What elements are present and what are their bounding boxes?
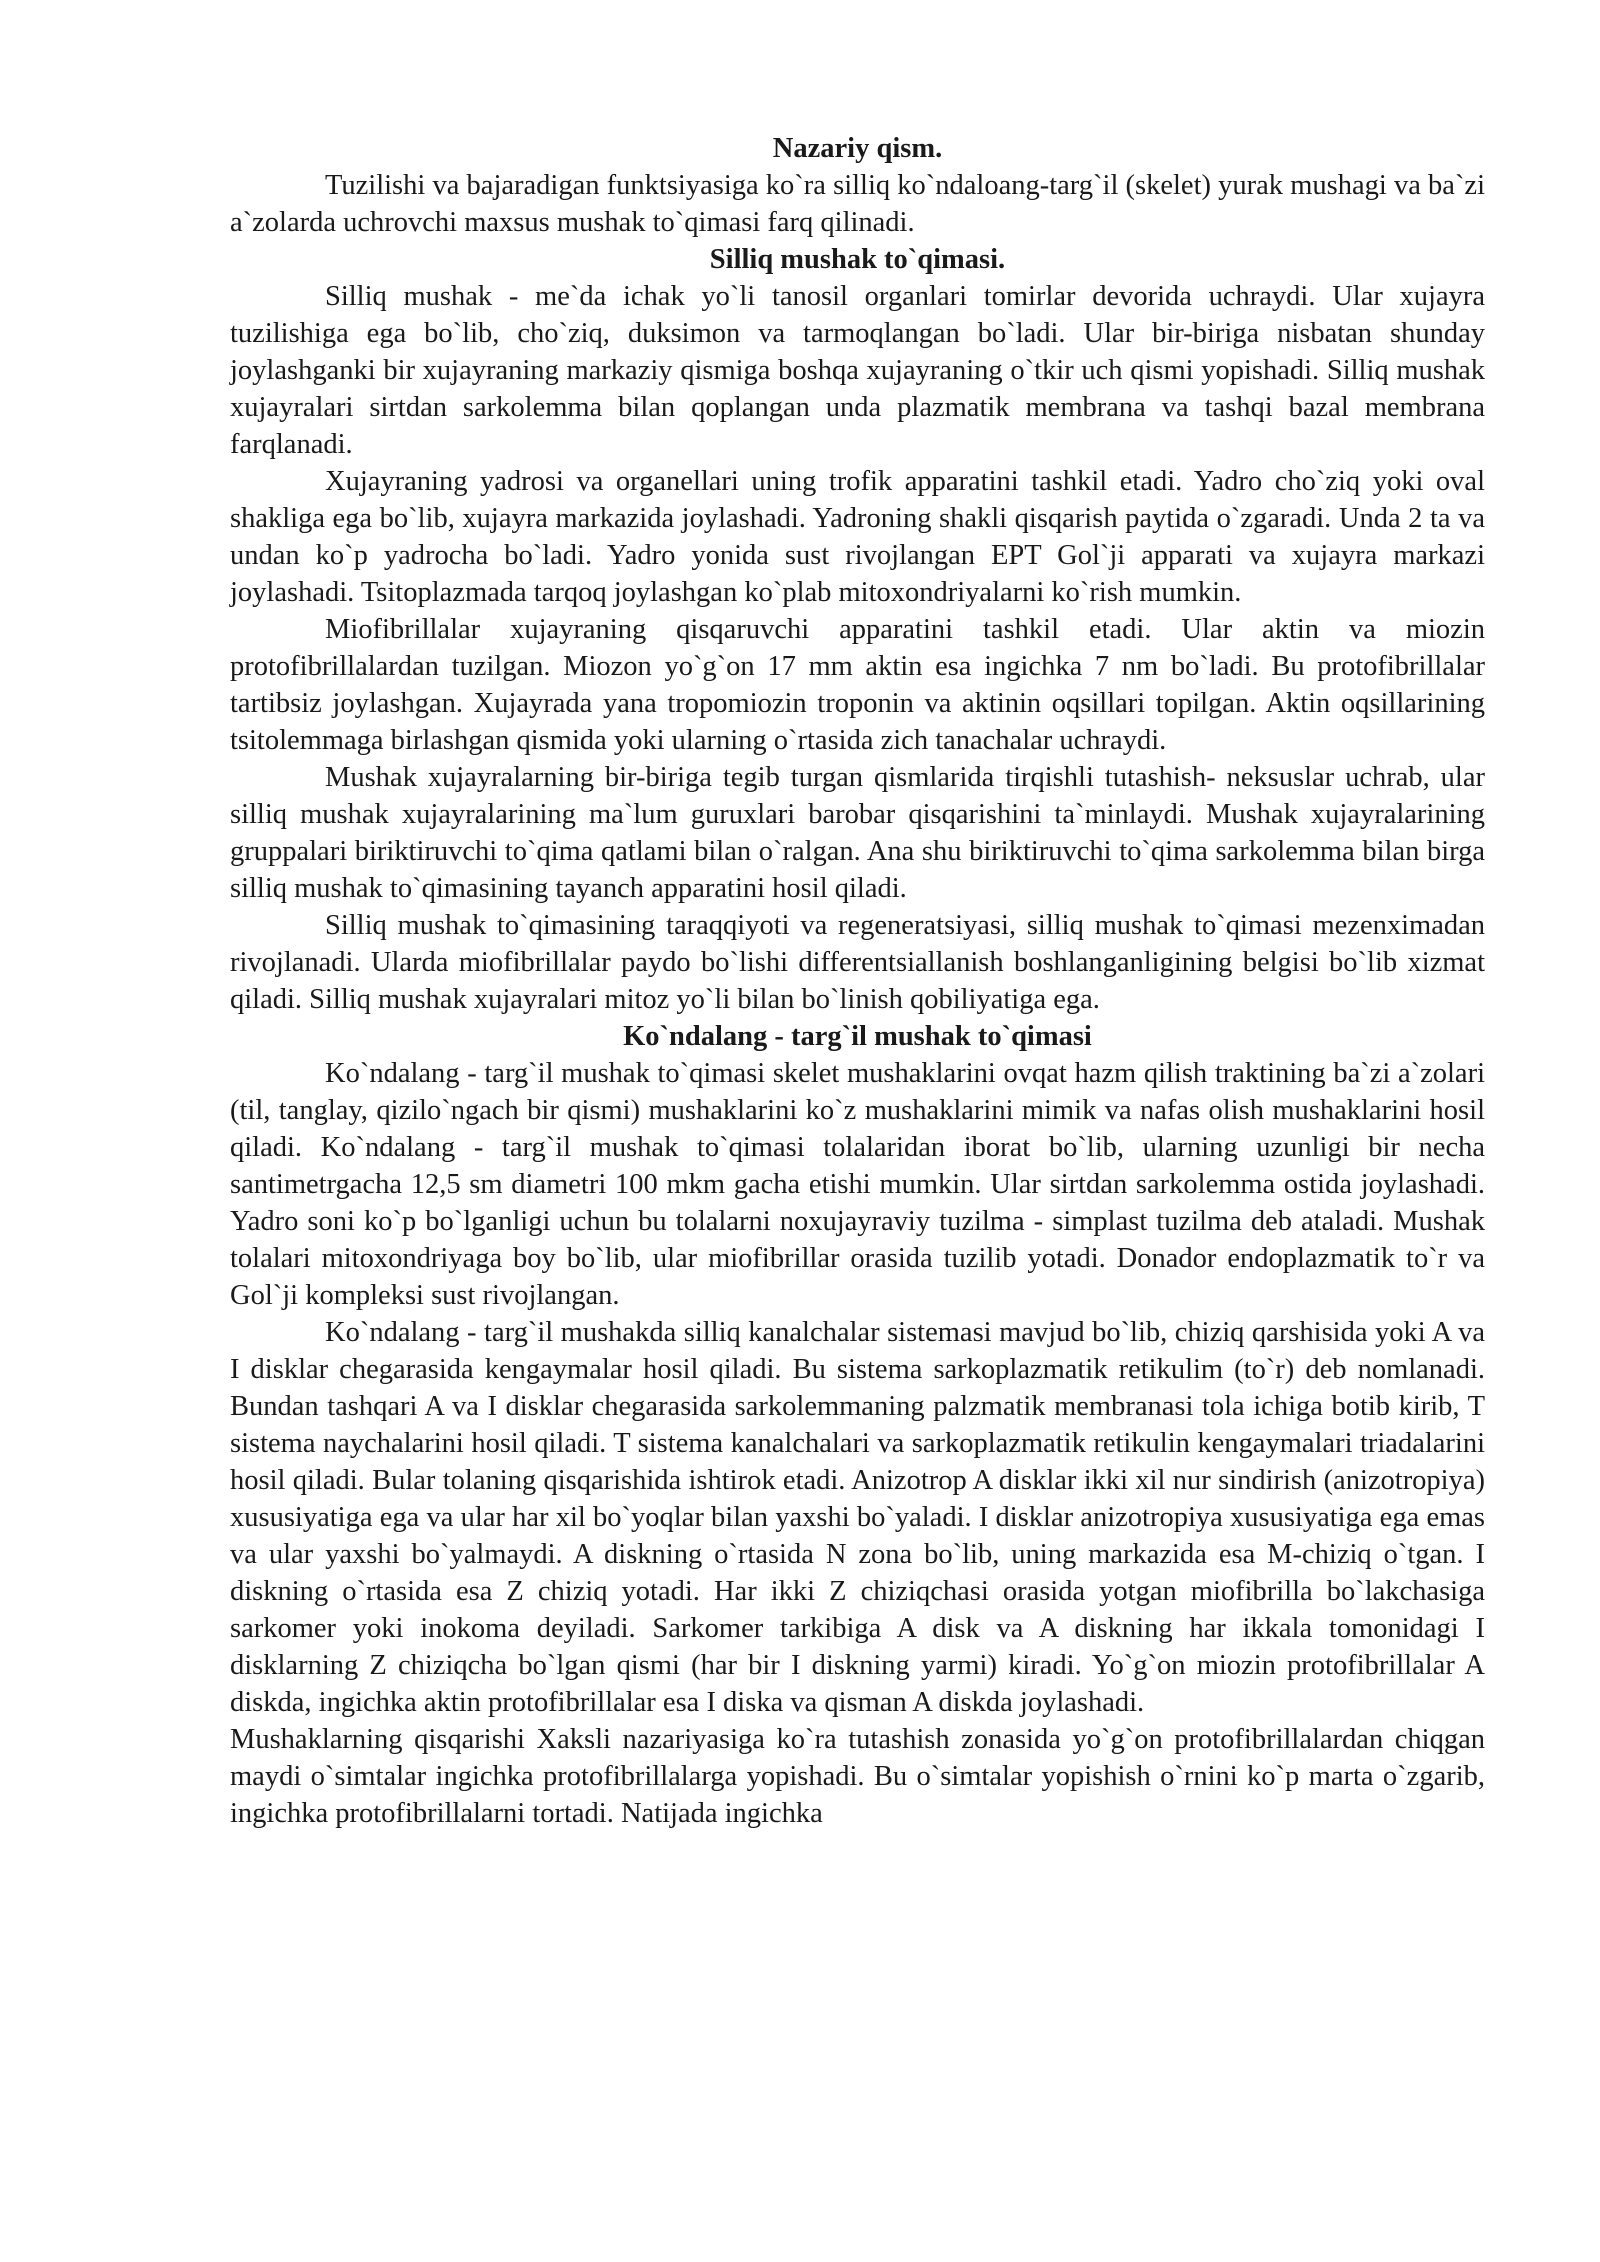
section-heading-striated-muscle: Ko`ndalang - targ`il mushak to`qimasi [623, 1021, 1092, 1052]
paragraph: Mushak xujayralarning bir-biriga tegib turgan qismlarida tirqishli tutashish- neksuslar uchrab, ular silliq mushak xujayralarining ma`lum guruxlari barobar qisqarishini ta`minlaydi. Mushak xujayralarining gruppalari biriktiruvchi to`qima qatlami bilan o`ralgan. Ana shu biriktiruvchi to`qima sarkolemma bilan birga silliq mushak to`qimasining tayanch apparatini hosil qiladi. [230, 762, 1485, 904]
paragraph: Ko`ndalang - targ`il mushak to`qimasi skelet mushaklarini ovqat hazm qilish traktining ba`zi a`zolari (til, tanglay, qizilo`ngach bir qismi) mushaklarini ko`z mushaklarini mimik va nafas olish mushaklarini hosil qiladi. Ko`ndalang - targ`il mushak to`qimasi tolalaridan iborat bo`lib, ularning uzunligi bir necha santimetrgacha 12,5 sm diametri 100 mkm gacha etishi mumkin. Ular sirtdan sarkolemma ostida joylashadi. Yadro soni ko`p bo`lganligi uchun bu tolalarni noxujayraviy tuzilma - simplast tuzilma deb ataladi. Mushak tolalari mitoxondriyaga boy bo`lib, ular miofibrillar orasida tuzilib yotadi. Donador endoplazmatik to`r va Gol`ji kompleksi sust rivojlangan. [230, 1058, 1485, 1311]
paragraph-continued: Mushaklarning qisqarishi Xaksli nazariyasiga ko`ra tutashish zonasida yo`g`on protofibrillalardan chiqgan maydi o`simtalar ingichka protofibrillalarga yopishadi. Bu o`simtalar yopishish o`rnini ko`p marta o`zgarib, ingichka protofibrillalarni tortadi. Natijada ingichka [230, 1724, 1485, 1829]
section-heading-smooth-muscle: Silliq mushak to`qimasi. [709, 244, 1006, 275]
document-page [230, 130, 1485, 1832]
paragraph: Miofibrillalar xujayraning qisqaruvchi apparatini tashkil etadi. Ular aktin va miozin protofibrillalardan tuzilgan. Miozon yo`g`on 17 mm aktin esa ingichka 7 nm bo`ladi. Bu protofibrillalar tartibsiz joylashgan. Xujayrada yana tropomiozin troponin va aktinin oqsillari topilgan. Aktin oqsillarining tsitolemmaga birlashgan qismida yoki ularning o`rtasida zich tanachalar uchraydi. [230, 614, 1485, 756]
document-title: Nazariy qism. [772, 133, 943, 164]
paragraph: Silliq mushak - me`da ichak yo`li tanosil organlari tomirlar devorida uchraydi. Ular xujayra tuzilishiga ega bo`lib, cho`ziq, duksimon va tarmoqlangan bo`ladi. Ular bir-biriga nisbatan shunday joylashganki bir xujayraning markaziy qismiga boshqa xujayraning o`tkir uch qismi yopishadi. Silliq mushak xujayralari sirtdan sarkolemma bilan qoplangan unda plazmatik membrana va tashqi bazal membrana farqlanadi. [230, 281, 1485, 460]
paragraph: Silliq mushak to`qimasining taraqqiyoti va regeneratsiyasi, silliq mushak to`qimasi mezenximadan rivojlanadi. Ularda miofibrillalar paydo bo`lishi differentsiallanish boshlanganligining belgisi bo`lib xizmat qiladi. Silliq mushak xujayralari mitoz yo`li bilan bo`linish qobiliyatiga ega. [230, 910, 1485, 1015]
paragraph: Ko`ndalang - targ`il mushakda silliq kanalchalar sistemasi mavjud bo`lib, chiziq qarshisida yoki A va I disklar chegarasida kengaymalar hosil qiladi. Bu sistema sarkoplazmatik retikulim (to`r) deb nomlanadi. Bundan tashqari A va I disklar chegarasida sarkolemmaning palzmatik membranasi tola ichiga botib kirib, T sistema naychalarini hosil qiladi. T sistema kanalchalari va sarkoplazmatik retikulin kengaymalari triadalarini hosil qiladi. Bular tolaning qisqarishida ishtirok etadi. Anizotrop A disklar ikki xil nur sindirish (anizotropiya) xususiyatiga ega va ular har xil bo`yoqlar bilan yaxshi bo`yaladi. I disklar anizotropiya xususiyatiga ega emas va ular yaxshi bo`yalmaydi. A diskning o`rtasida N zona bo`lib, uning markazida esa M-chiziq o`tgan. I diskning o`rtasida esa Z chiziq yotadi. Har ikki Z chiziqchasi orasida yotgan miofibrilla bo`lakchasiga sarkomer yoki inokoma deyiladi. Sarkomer tarkibiga A disk va A diskning har ikkala tomonidagi I disklarning Z chiziqcha bo`lgan qismi (har bir I diskning yarmi) kiradi. Yo`g`on miozin protofibrillalar A diskda, ingichka aktin protofibrillalar esa I diska va qisman A diskda joylashadi. [230, 1317, 1485, 1718]
paragraph: Xujayraning yadrosi va organellari uning trofik apparatini tashkil etadi. Yadro cho`ziq yoki oval shakliga ega bo`lib, xujayra markazida joylashadi. Yadroning shakli qisqarish paytida o`zgaradi. Unda 2 ta va undan ko`p yadrocha bo`ladi. Yadro yonida sust rivojlangan EPT Gol`ji apparati va xujayra markazi joylashadi. Tsitoplazmada tarqoq joylashgan ko`plab mitoxondriyalarni ko`rish mumkin. [230, 466, 1485, 608]
intro-paragraph: Tuzilishi va bajaradigan funktsiyasiga ko`ra silliq ko`ndaloang-targ`il (skelet) yurak mushagi va ba`zi a`zolarda uchrovchi maxsus mushak to`qimasi farq qilinadi. [230, 170, 1485, 238]
